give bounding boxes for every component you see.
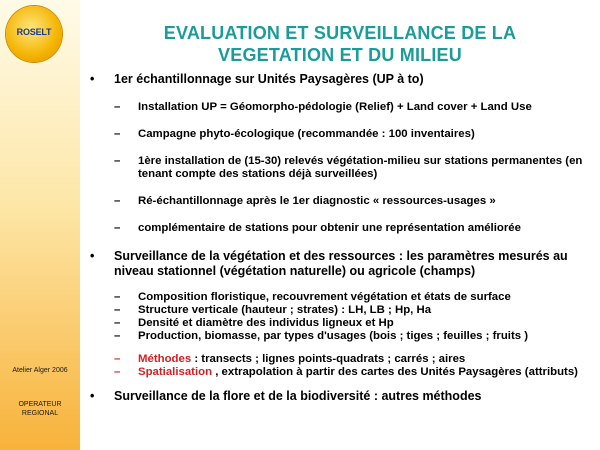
sub-item [88,317,594,330]
sub-item [88,222,594,235]
sub-item [88,101,594,114]
section-1-text: 1er échantillonnage sur Unités Paysagères (UP à to) [114,72,424,86]
slide-title [120,22,560,66]
dash-icon: – [114,330,121,342]
sub-item [88,195,594,208]
dash-icon: – [114,101,121,113]
sub-item-text: Structure verticale (hauteur ; strates) : LH, LB ; Hp, Ha [138,304,432,316]
spatialisation-label: Spatialisation [138,366,213,378]
dash-icon: – [114,304,121,316]
dash-icon: – [114,155,121,167]
dash-icon: – [114,128,121,140]
sub-item-text: 1ère installation de (15-30) relevés végétation-milieu sur stations permanentes (en tenant compte des stations déjà surveillées) [138,155,583,180]
sub-item-text: complémentaire de stations pour obtenir une représentation améliorée [138,222,521,234]
dash-icon: – [114,317,121,329]
dash-icon: – [114,222,121,234]
sub-item-spatialisation [88,366,594,379]
workshop-label: Atelier Alger 2006 [12,367,68,374]
sub-item-text: Densité et diamètre des individus ligneux et Hp [138,317,394,329]
dash-icon: – [114,353,121,365]
operator-label-line2: REGIONAL [21,410,59,417]
sub-item [88,155,594,181]
section-3-text: Surveillance de la flore et de la biodiversité : autres méthodes [114,389,482,403]
section-2-text: Surveillance de la végétation et des ressources : les paramètres mesurés au niveau stationnel (végétation naturelle) ou agricole (champs) [114,249,568,278]
methods-label: Méthodes [138,353,192,365]
spatialisation-text: , extrapolation à partir des cartes des Unités Paysagères (attributs) [212,366,578,378]
dash-icon: – [114,195,121,207]
bullet-icon: • [90,389,95,403]
bullet-section-1 [88,72,594,87]
logo-label: ROSELT [16,27,52,37]
sub-item [88,330,594,343]
sub-item-text: Ré-échantillonnage après le 1er diagnostic « ressources-usages » [138,195,496,207]
slide-content [88,72,594,404]
title-line-2: VEGETATION ET DU MILIEU [218,45,462,65]
sub-item-text: Installation UP = Géomorpho-pédologie (Relief) + Land cover + Land Use [138,101,532,113]
dash-icon: – [114,366,121,378]
sub-item-methods [88,353,594,366]
dash-icon: – [114,291,121,303]
sub-item-text: Campagne phyto-écologique (recommandée : 100 inventaires) [138,128,475,140]
sub-item [88,291,594,304]
bullet-section-3 [88,389,594,404]
bullet-section-2 [88,249,594,279]
sub-item [88,128,594,141]
bullet-icon: • [90,72,95,86]
sub-item [88,304,594,317]
roselt-logo [6,6,62,62]
bullet-icon: • [90,249,95,263]
sub-item-text: Composition floristique, recouvrement végétation et états de surface [138,291,511,303]
methods-text: : transects ; lignes points-quadrats ; carrés ; aires [191,353,466,365]
title-line-1: EVALUATION ET SURVEILLANCE DE LA [163,23,517,43]
sidebar-panel [0,0,80,450]
operator-label-line1: OPERATEUR [18,401,62,408]
sub-item-text: Production, biomasse, par types d'usages (bois ; tiges ; feuilles ; fruits ) [138,330,529,342]
